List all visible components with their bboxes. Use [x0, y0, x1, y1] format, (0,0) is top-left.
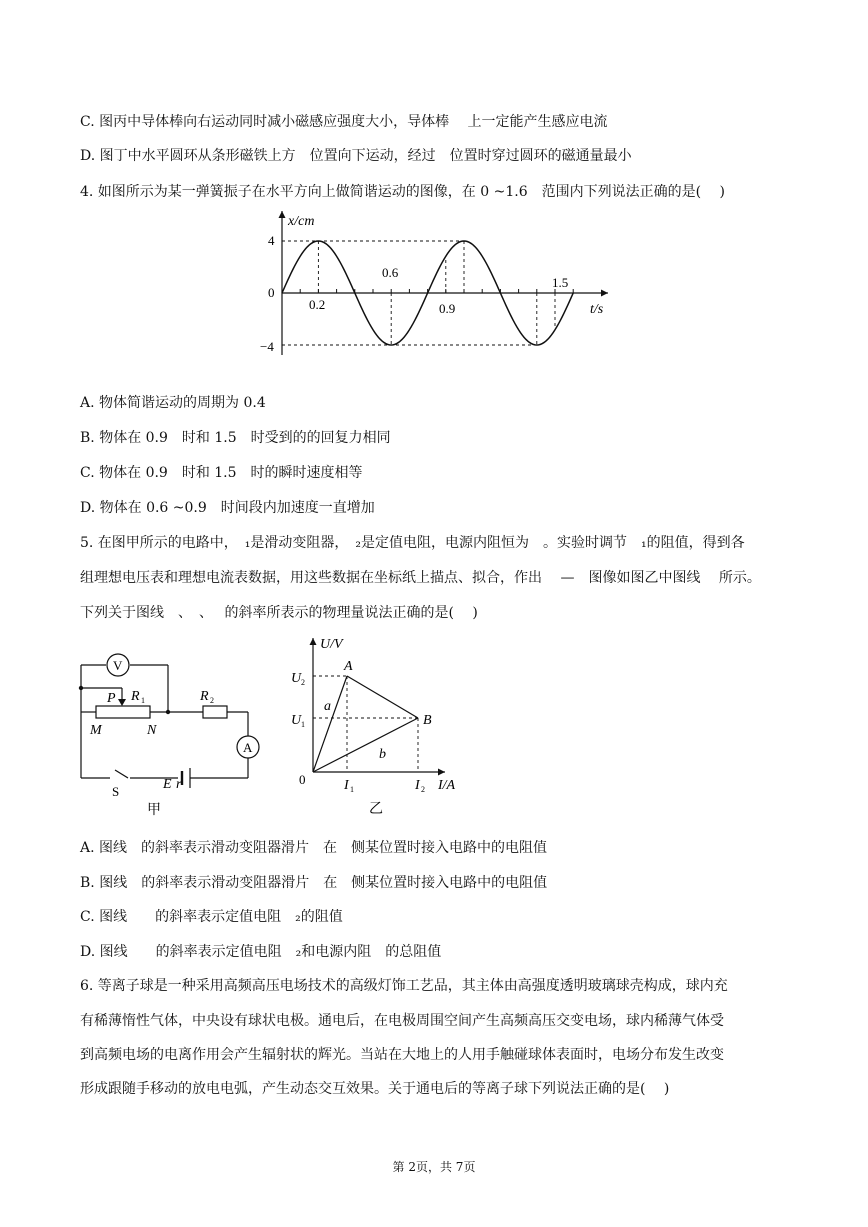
u2-label: U [291, 671, 302, 686]
i2-label: I [415, 778, 420, 793]
internal-resistance-label: r [176, 777, 182, 792]
question-6-stem-4: 形成跟随手移动的放电电弧，产生动态交互效果。关于通电后的等离子球下列说法正确的是( ) [80, 1081, 670, 1097]
line-a-label: a [324, 699, 331, 714]
switch-label: S [112, 784, 120, 799]
r1-subscript: 1 [141, 696, 145, 705]
q5-option-b: B. 图线 的斜率表示滑动变阻器滑片 在 侧某位置时接入电路中的电阻值 [80, 875, 548, 891]
q5-option-a: A. 图线 的斜率表示滑动变阻器滑片 在 侧某位置时接入电路中的电阻值 [80, 840, 548, 856]
q4-option-b: B. 物体在 0.9 时和 1.5 时受到的的回复力相同 [80, 430, 391, 446]
n-label: N [147, 723, 157, 738]
x-tick-0-2: 0.2 [309, 297, 326, 312]
voltmeter-label: V [113, 658, 123, 673]
line-ab [347, 676, 418, 718]
question-5-stem-1: 5. 在图甲所示的电路中， ₁是滑动变阻器， ₂是定值电阻，电源内阻恒为 。实验时调节 ₁的阻值，得到各 [80, 535, 745, 551]
r2-subscript: 2 [210, 696, 214, 705]
r2-label: R [200, 689, 209, 704]
x-tick-0-9: 0.9 [439, 301, 456, 316]
question-6-stem-3: 到高频电场的电离作用会产生辐射状的辉光。当站在大地上的人用手触碰球体表面时，电场分布发生改变 [80, 1047, 724, 1063]
r1-label: R [131, 689, 140, 704]
u-axis-label: U/V [320, 637, 343, 652]
line-b-label: b [379, 747, 386, 762]
m-label: M [90, 723, 102, 738]
y-tick-4: 4 [268, 233, 275, 248]
x-tick-0-6: 0.6 [382, 265, 399, 280]
ammeter-label: A [243, 740, 253, 755]
i2-subscript: 2 [421, 785, 425, 794]
figure-a-caption: 甲 [147, 803, 161, 818]
u1-label: U [291, 713, 302, 728]
ui-graph [282, 632, 472, 827]
question-6-stem-1: 6. 等离子球是一种采用高频高压电场技术的高级灯饰工艺品，其主体由高强度透明玻璃球壳构成，球内充 [80, 978, 728, 994]
option-c-line: C. 图丙中导体棒向右运动同时减小磁感应强度大小，导体棒 上一定能产生感应电流 [80, 114, 608, 130]
i1-label: I [344, 778, 349, 793]
q4-option-d: D. 物体在 0.6 ~0.9 时间段内加速度一直增加 [80, 500, 375, 516]
question-5-stem-2: 组理想电压表和理想电流表数据，用这些数据在坐标纸上描点、拟合，作出 — 图像如图乙中图线 所示。 [80, 570, 761, 586]
i1-subscript: 1 [350, 785, 354, 794]
point-b-label: B [423, 713, 432, 728]
question-6-stem-2: 有稀薄惰性气体，中央设有球状电极。通电后，在电极周围空间产生高频高压交变电场，球内稀薄气体受 [80, 1013, 724, 1029]
figure-b-caption: 乙 [369, 802, 383, 817]
question-5-stem-3: 下列关于图线 、 、 的斜率所表示的物理量说法正确的是( ) [80, 605, 478, 621]
q4-option-c: C. 物体在 0.9 时和 1.5 时的瞬时速度相等 [80, 465, 363, 481]
page-footer: 第 2页，共 7页 [392, 1160, 476, 1174]
q5-option-c: C. 图线 的斜率表示定值电阻 ₂的阻值 [80, 909, 343, 925]
slider-label: P [107, 691, 116, 706]
y-tick-0: 0 [268, 285, 275, 300]
point-a-label: A [344, 659, 353, 674]
circuit-diagram [70, 640, 270, 825]
emf-label: E [163, 777, 172, 792]
q5-option-d: D. 图线 的斜率表示定值电阻 ₂和电源内阻 的总阻值 [80, 944, 442, 960]
y-tick-minus4: −4 [260, 339, 274, 354]
origin-label: 0 [299, 772, 306, 787]
u2-subscript: 2 [301, 678, 305, 687]
x-axis-label: t/s [590, 302, 604, 317]
y-axis-label: x/cm [288, 214, 315, 229]
option-d-line: D. 图丁中水平圆环从条形磁铁上方 位置向下运动，经过 位置时穿过圆环的磁通量最小 [80, 148, 632, 164]
x-tick-1-5: 1.5 [552, 275, 569, 290]
question-4-stem: 4. 如图所示为某一弹簧振子在水平方向上做简谐运动的图像，在 0 ~1.6 范围内下列说法正确的是( ) [80, 184, 725, 200]
q4-option-a: A. 物体简谐运动的周期为 0.4 [80, 395, 266, 411]
oscillation-chart [262, 205, 622, 363]
u1-subscript: 1 [301, 720, 305, 729]
i-axis-label: I/A [438, 778, 456, 793]
